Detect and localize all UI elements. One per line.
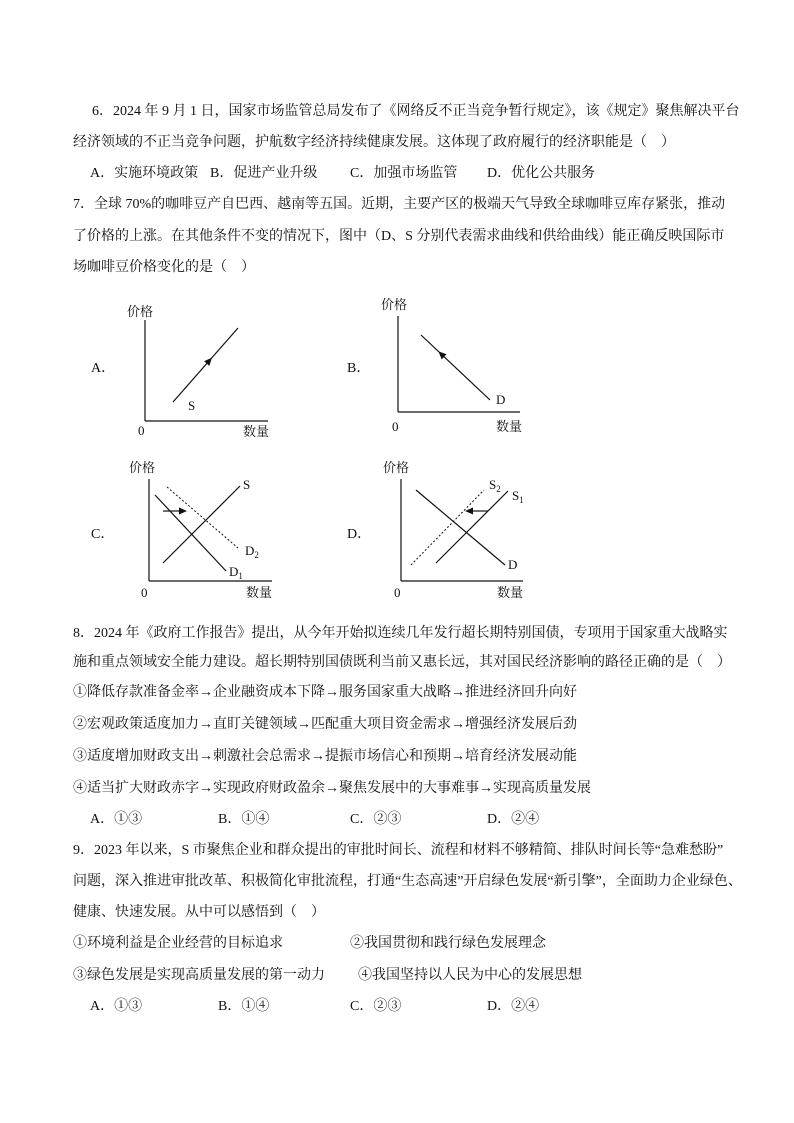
graph-a-supply-label: S bbox=[188, 398, 196, 413]
graph-a-option-label: A． bbox=[91, 361, 116, 376]
graph-c bbox=[91, 460, 272, 600]
graph-c-demand-1-label: $D_1$ bbox=[229, 564, 243, 581]
graph-d-origin-label: 0 bbox=[394, 585, 401, 600]
graph-d-supply-1-label: $S_1$ bbox=[512, 488, 524, 505]
q9-statement-4: ④我国坚持以人民为中心的发展思想 bbox=[358, 968, 582, 983]
q7-stem-line-1: 7．全球 70%的咖啡豆产自巴西、越南等五国。近期，主要产区的极端天气导致全球咖啡豆库存紧张，推动 bbox=[73, 197, 726, 212]
graph-d-demand-curve bbox=[416, 490, 505, 565]
q6-option-d: D．优化公共服务 bbox=[487, 166, 596, 181]
graph-d-shift-arrow-icon bbox=[465, 508, 473, 515]
q8-stem-line-1: 8．2024 年《政府工作报告》提出，从今年开始拟连续几年发行超长期特别国债，专项用于国家重大战略实 bbox=[73, 626, 728, 641]
graph-d-demand-label: D bbox=[508, 557, 518, 572]
graph-b bbox=[347, 297, 522, 434]
graph-b-y-axis-label: 价格 bbox=[381, 297, 408, 312]
q6-option-a: A．实施环境政策 bbox=[90, 166, 199, 181]
graph-c-origin-label: 0 bbox=[141, 585, 148, 600]
graph-a bbox=[91, 304, 269, 439]
graph-a-x-axis-label: 数量 bbox=[243, 424, 270, 439]
graph-c-demand-curve-1 bbox=[155, 495, 226, 571]
graph-d-supply-curve-1 bbox=[436, 491, 508, 563]
q9-statement-2: ②我国贯彻和践行绿色发展理念 bbox=[350, 936, 546, 951]
q6-stem-line-1: 6．2024 年 9 月 1 日，国家市场监管总局发布了《网络反不正当竞争暂行规定》，该《规定》聚焦解决平台 bbox=[92, 104, 740, 119]
graph-c-shift-arrow-icon bbox=[179, 508, 187, 515]
q6-option-b: B．促进产业升级 bbox=[210, 166, 318, 181]
graph-c-supply-curve bbox=[163, 486, 240, 563]
q9-statement-1: ①环境利益是企业经营的目标追求 bbox=[73, 936, 283, 951]
graph-c-x-axis-label: 数量 bbox=[246, 585, 273, 600]
q8-statement-1: ①降低存款准备金率→企业融资成本下降→服务国家重大战略→推进经济回升向好 bbox=[73, 685, 577, 700]
graph-b-x-axis-label: 数量 bbox=[496, 419, 523, 434]
q8-option-d: D．②④ bbox=[487, 812, 540, 827]
q8-option-c: C．②③ bbox=[350, 812, 402, 827]
graph-d-supply-2-label: $S_2$ bbox=[489, 477, 501, 494]
graph-d bbox=[347, 460, 524, 600]
q8-option-b: B．①④ bbox=[218, 812, 270, 827]
q8-option-a: A．①③ bbox=[90, 812, 143, 827]
graph-c-y-axis-label: 价格 bbox=[129, 460, 156, 475]
q8-statement-4: ④适当扩大财政赤字→实现政府财政盈余→聚焦发展中的大事难事→实现高质量发展 bbox=[73, 781, 591, 796]
q7-stem-line-2: 了价格的上涨。在其他条件不变的情况下，图中（D、S 分别代表需求曲线和供给曲线）能正确反映国际市 bbox=[73, 229, 725, 244]
q8-stem-line-2: 施和重点领域安全能力建设。超长期特别国债既利当前又惠长远，其对国民经济影响的路径正确的是（ ） bbox=[73, 655, 731, 670]
graph-a-shift-arrow-icon bbox=[204, 358, 212, 366]
q9-stem-line-2: 问题，深入推进审批改革、积极简化审批流程，打通“生态高速”开启绿色发展“新引擎”，全面助力企业绿色、 bbox=[73, 874, 742, 889]
graph-c-demand-curve-2 bbox=[167, 487, 238, 548]
q7-stem-line-3: 场咖啡豆价格变化的是（ ） bbox=[73, 260, 255, 275]
graph-a-supply-curve bbox=[173, 328, 238, 402]
graph-b-demand-curve bbox=[421, 335, 490, 400]
q9-option-a: A．①③ bbox=[90, 999, 143, 1014]
q8-statement-3: ③适度增加财政支出→刺激社会总需求→提振市场信心和预期→培育经济发展动能 bbox=[73, 749, 577, 764]
graph-c-supply-label: S bbox=[243, 477, 251, 492]
graph-d-x-axis-label: 数量 bbox=[497, 585, 524, 600]
graph-a-origin-label: 0 bbox=[138, 423, 145, 438]
q9-option-b: B．①④ bbox=[218, 999, 270, 1014]
q9-stem-line-1: 9．2023 年以来，S 市聚焦企业和群众提出的审批时间长、流程和材料不够精简、排队时间长等“急难愁盼” bbox=[73, 843, 724, 858]
graph-a-y-axis-label: 价格 bbox=[127, 304, 154, 319]
q9-statement-3: ③绿色发展是实现高质量发展的第一动力 bbox=[73, 968, 325, 983]
q8-statement-2: ②宏观政策适度加力→直盯关键领域→匹配重大项目资金需求→增强经济发展后劲 bbox=[73, 717, 577, 732]
graph-d-supply-curve-2 bbox=[411, 490, 484, 565]
q9-option-c: C．②③ bbox=[350, 999, 402, 1014]
graph-d-option-label: D． bbox=[347, 527, 372, 542]
graph-c-option-label: C． bbox=[91, 527, 115, 542]
graph-b-option-label: B． bbox=[347, 361, 371, 376]
graph-b-shift-arrow-icon bbox=[438, 351, 446, 359]
q6-option-c: C．加强市场监管 bbox=[350, 166, 458, 181]
q9-option-d: D．②④ bbox=[487, 999, 540, 1014]
q6-stem-line-2: 经济领域的不正当竞争问题，护航数字经济持续健康发展。这体现了政府履行的经济职能是（ ） bbox=[73, 135, 675, 150]
graph-d-y-axis-label: 价格 bbox=[383, 460, 410, 475]
graph-b-origin-label: 0 bbox=[392, 419, 399, 434]
graph-b-demand-label: D bbox=[496, 392, 506, 407]
q9-stem-line-3: 健康、快速发展。从中可以感悟到（ ） bbox=[73, 905, 325, 920]
graph-c-demand-2-label: $D_2$ bbox=[245, 543, 259, 560]
